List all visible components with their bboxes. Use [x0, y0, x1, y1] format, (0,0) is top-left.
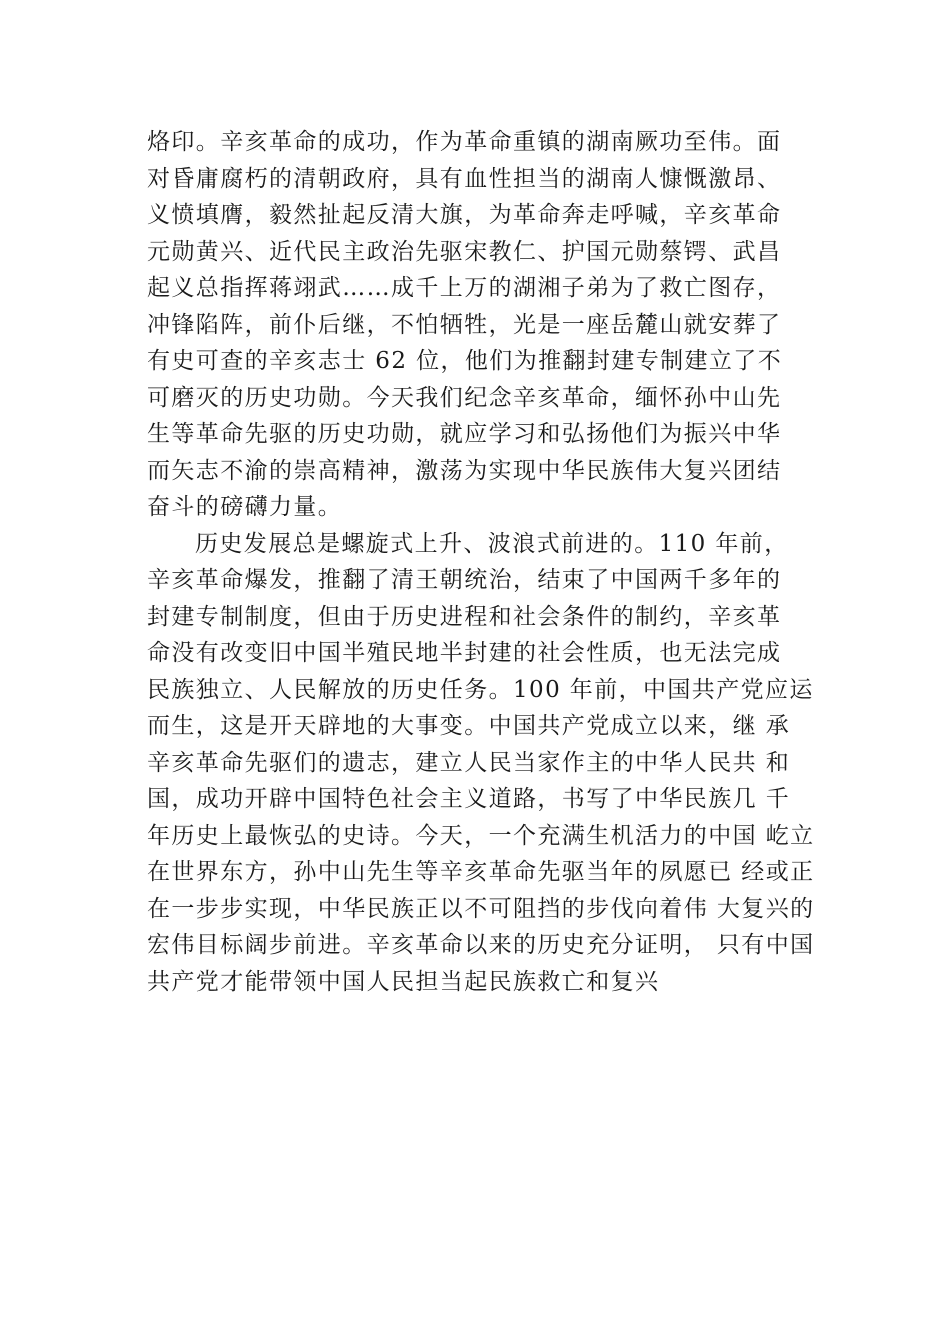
text-line: 冲锋陷阵，前仆后继，不怕牺牲，光是一座岳麓山就安葬了: [147, 311, 782, 338]
paragraph-1: [147, 124, 837, 526]
text-line: 而生，这是开天辟地的大事变。中国共产党成立以来，继 承: [147, 713, 791, 739]
text-line: 而矢志不渝的崇高精神，激荡为实现中华民族伟大复兴团结: [147, 457, 782, 484]
text-line: 义愤填膺，毅然扯起反清大旗，为革命奔走呼喊，辛亥革命: [147, 202, 782, 228]
text-line: 起义总指挥蒋翊武……成千上万的湖湘子弟为了救亡图存，: [147, 275, 782, 301]
text-line: 命没有改变旧中国半殖民地半封建的社会性质，也无法完成: [147, 640, 782, 666]
text-line: 辛亥革命爆发，推翻了清王朝统治，结束了中国两千多年的: [147, 567, 782, 593]
text-line: 生等革命先驱的历史功勋，就应学习和弘扬他们为振兴中华: [147, 421, 782, 447]
text-line: 奋斗的磅礴力量。: [147, 494, 343, 520]
text-line: 烙印。辛亥革命的成功，作为革命重镇的湖南厥功至伟。面: [147, 129, 782, 155]
text-line: 辛亥革命先驱们的遗志，建立人民当家作主的中华人民共 和: [147, 749, 791, 776]
text-line: 宏伟目标阔步前进。辛亥革命以来的历史充分证明， 只有中国: [147, 932, 815, 958]
text-line: 在世界东方，孙中山先生等辛亥革命先驱当年的夙愿已 经或正: [147, 859, 815, 885]
text-line: 共产党才能带领中国人民担当起民族救亡和复兴: [147, 968, 660, 995]
text-line: 对昏庸腐朽的清朝政府，具有血性担当的湖南人慷慨激昂、: [147, 165, 782, 192]
text-line: 有史可查的辛亥志士 62 位，他们为推翻封建专制建立了不: [147, 348, 783, 374]
text-line: 可磨灭的历史功勋。今天我们纪念辛亥革命，缅怀孙中山先: [147, 384, 782, 411]
text-line: 国，成功开辟中国特色社会主义道路，书写了中华民族几 千: [147, 786, 791, 812]
paragraph-2: [147, 526, 837, 1001]
text-line: 封建专制制度，但由于历史进程和社会条件的制约，辛亥革: [147, 603, 782, 630]
text-line: 历史发展总是螺旋式上升、波浪式前进的。110 年前，: [195, 530, 789, 557]
text-line: 在一步步实现，中华民族正以不可阻挡的步伐向着伟 大复兴的: [147, 895, 815, 922]
text-line: 民族独立、人民解放的历史任务。100 年前，中国共产党应运: [147, 676, 814, 703]
text-line: 元勋黄兴、近代民主政治先驱宋教仁、护国元勋蔡锷、武昌: [147, 238, 782, 265]
text-line: 年历史上最恢弘的史诗。今天，一个充满生机活力的中国 屹立: [147, 822, 815, 849]
body-text: [147, 124, 837, 1000]
